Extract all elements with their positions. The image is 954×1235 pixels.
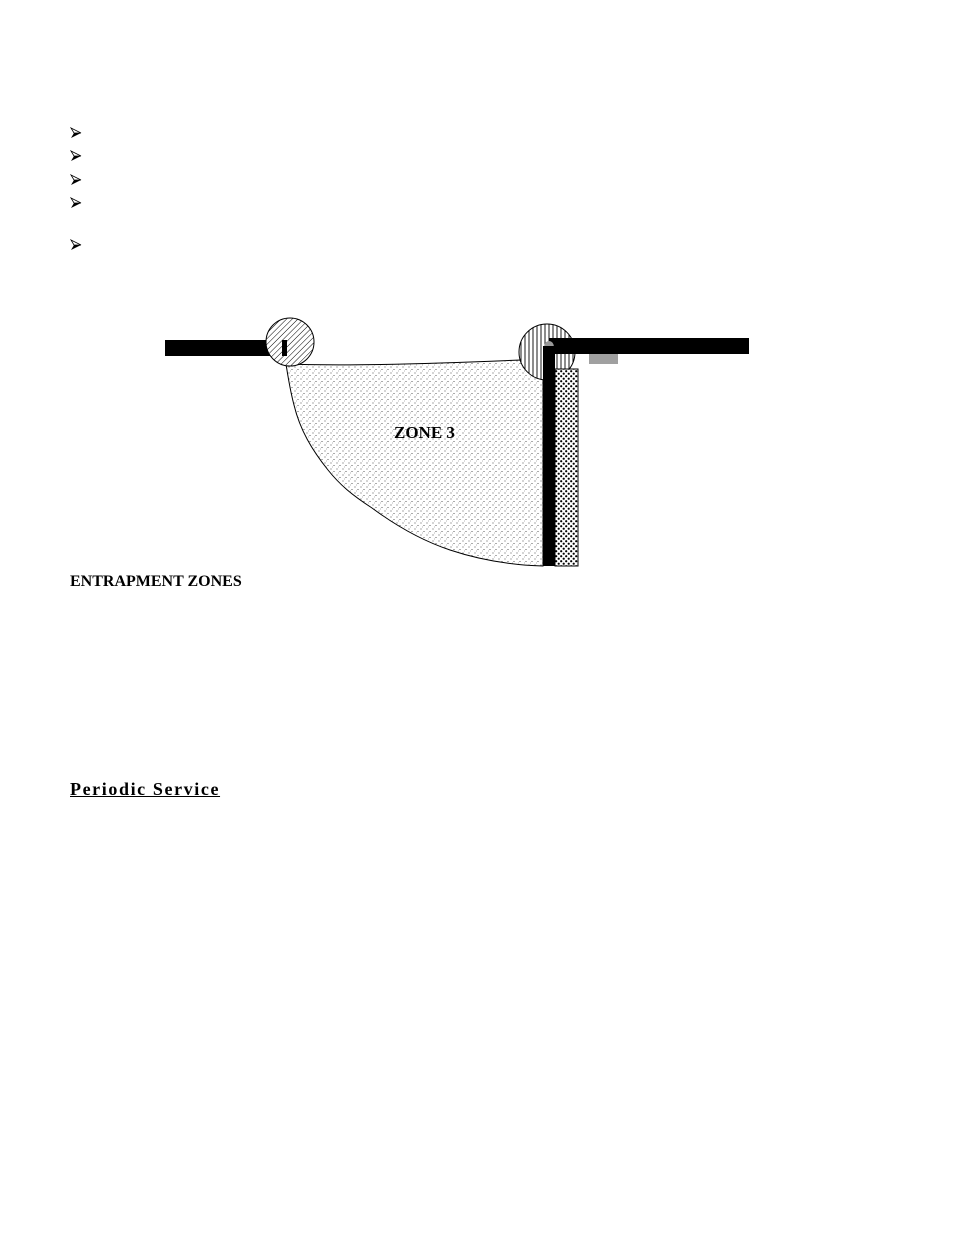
vertical-rail-post (543, 346, 555, 566)
right-mattress-bar (549, 338, 749, 354)
diagram-caption: ENTRAPMENT ZONES (70, 573, 242, 590)
grey-block (589, 354, 618, 364)
entrapment-region (286, 360, 543, 566)
zone-label: ZONE 3 (394, 423, 455, 442)
section-heading: Periodic Service (70, 779, 221, 799)
dotted-rail-strip (555, 369, 578, 566)
entrapment-zone-diagram (0, 0, 954, 600)
left-hatched-circle (266, 318, 314, 366)
